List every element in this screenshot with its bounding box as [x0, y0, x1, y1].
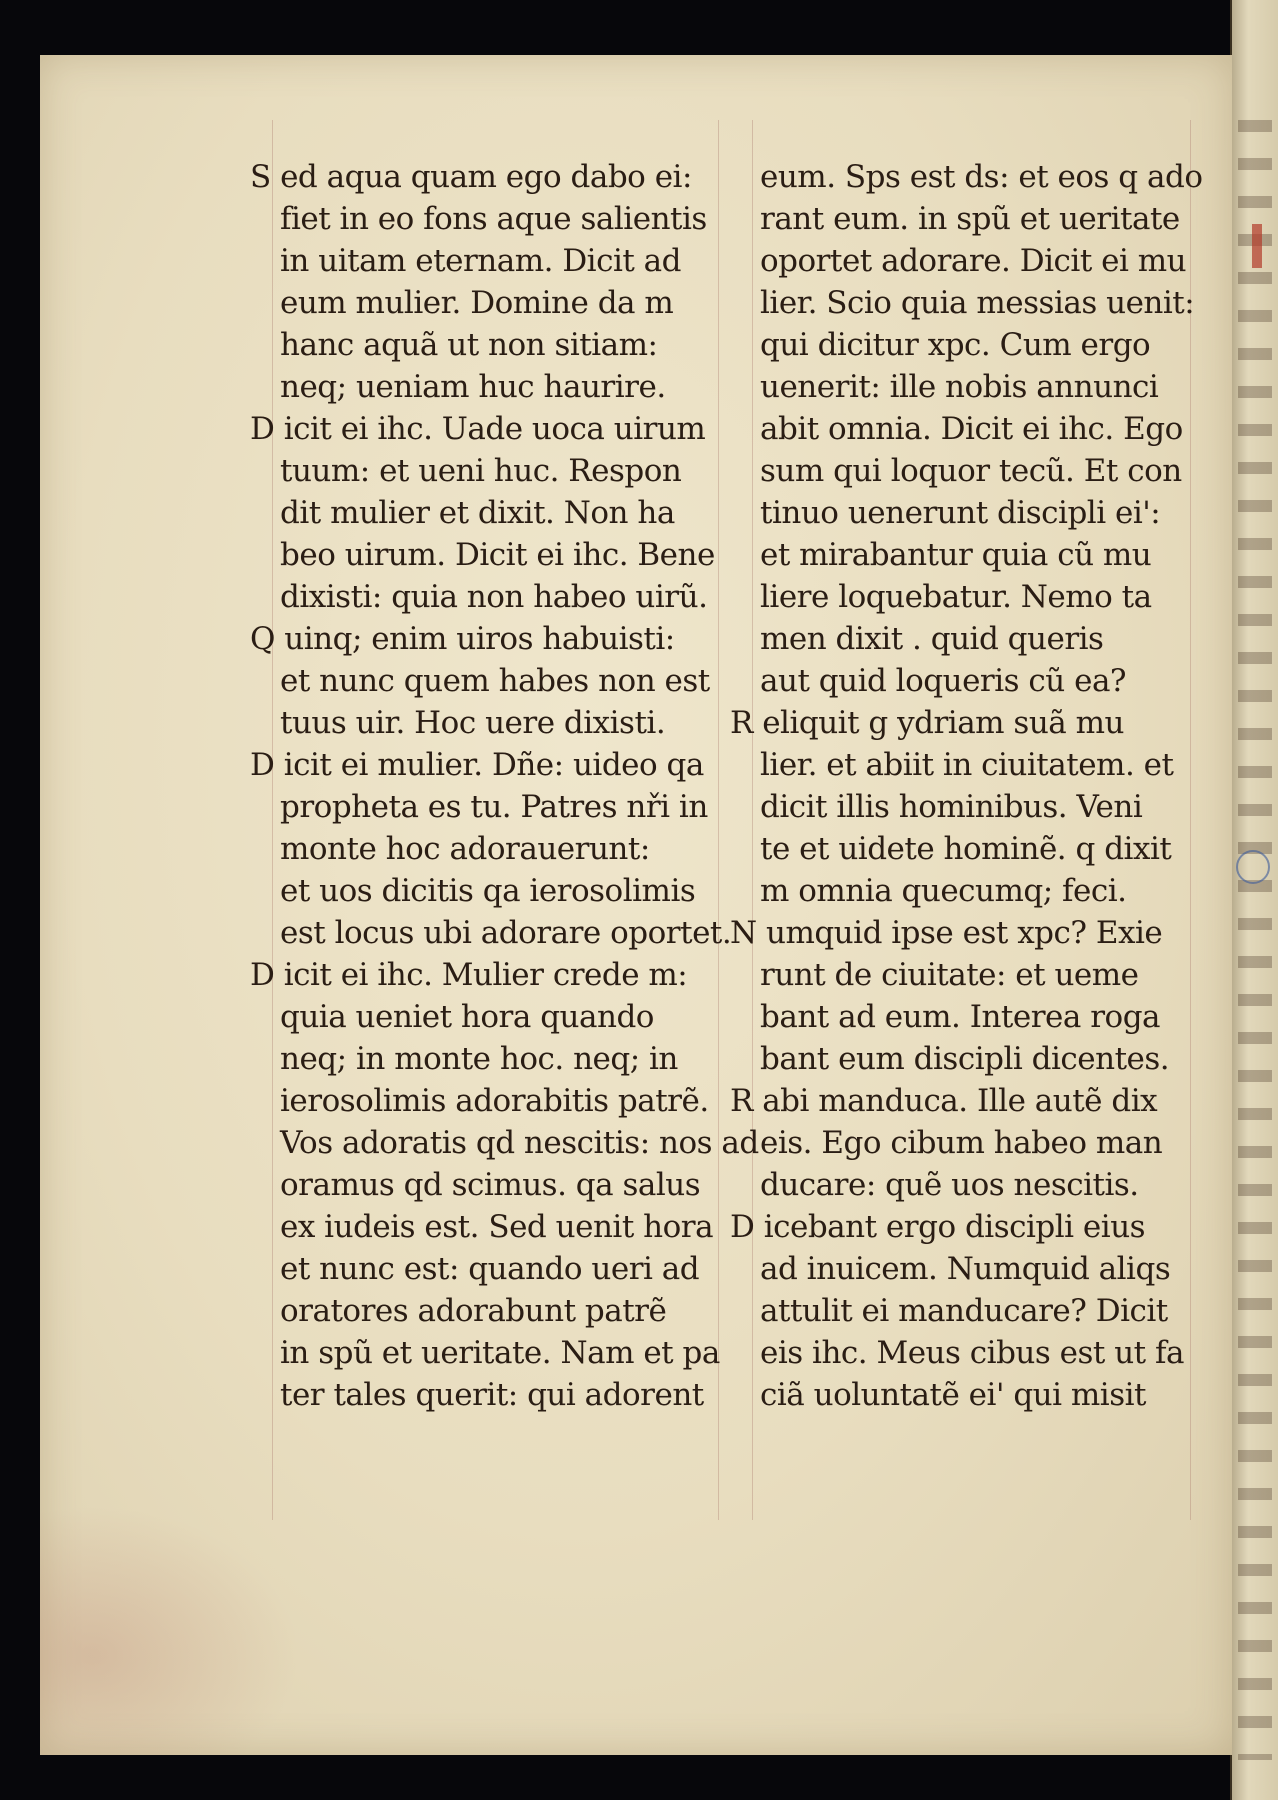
text-line: attulit ei manducare? Dicit	[760, 1293, 1168, 1329]
ruling-line	[272, 120, 273, 1520]
text-line: lier. et abiit in ciuitatem. et	[760, 747, 1174, 783]
text-line: Vos adoratis qd nescitis: nos ad	[280, 1125, 759, 1161]
text-line: men dixit . quid queris	[760, 621, 1104, 657]
text-line: qui dicitur xpc. Cum ergo	[760, 327, 1151, 363]
text-line: eis. Ego cibum habeo man	[760, 1125, 1163, 1161]
text-line: D icit ei ihc. Mulier crede m:	[250, 957, 688, 993]
text-line: lier. Scio quia messias uenit:	[760, 285, 1195, 321]
text-line: R eliquit g ydriam suã mu	[730, 705, 1124, 741]
text-line: ad inuicem. Numquid aliqs	[760, 1251, 1171, 1287]
text-line: abit omnia. Dicit ei ihc. Ego	[760, 411, 1183, 447]
text-line: in uitam eternam. Dicit ad	[280, 243, 682, 279]
text-line: S ed aqua quam ego dabo ei:	[250, 159, 692, 195]
text-line: tuum: et ueni huc. Respon	[280, 453, 682, 489]
text-line: et mirabantur quia cũ mu	[760, 537, 1152, 573]
facing-page-text-fragment	[1238, 120, 1272, 1760]
text-line: dicit illis hominibus. Veni	[760, 789, 1143, 825]
text-line: liere loquebatur. Nemo ta	[760, 579, 1152, 615]
text-line: fiet in eo fons aque salientis	[280, 201, 707, 237]
text-line: neq; in monte hoc. neq; in	[280, 1041, 678, 1077]
text-line: runt de ciuitate: et ueme	[760, 957, 1139, 993]
text-line: et uos dicitis qa ierosolimis	[280, 873, 696, 909]
text-line: tuus uir. Hoc uere dixisti.	[280, 705, 666, 741]
text-line: oratores adorabunt patrẽ	[280, 1293, 667, 1329]
text-line: propheta es tu. Patres nři in	[280, 789, 708, 825]
text-line: ex iudeis est. Sed uenit hora	[280, 1209, 714, 1245]
right-text-column	[730, 156, 1203, 1416]
text-line: eis ihc. Meus cibus est ut fa	[760, 1335, 1184, 1371]
text-line: aut quid loqueris cũ ea?	[760, 663, 1127, 699]
text-line: bant ad eum. Interea roga	[760, 999, 1161, 1035]
text-line: ciã uoluntatẽ ei' qui misit	[760, 1377, 1146, 1413]
text-line: et nunc est: quando ueri ad	[280, 1251, 700, 1287]
text-line: m omnia quecumq; feci.	[760, 873, 1127, 909]
text-line: ter tales querit: qui adorent	[280, 1377, 704, 1413]
left-text-column	[250, 156, 759, 1416]
facing-page-red-initial	[1252, 224, 1262, 268]
text-line: in spũ et ueritate. Nam et pa	[280, 1335, 720, 1371]
text-line: Q uinq; enim uiros habuisti:	[250, 621, 675, 657]
text-line: uenerit: ille nobis annunci	[760, 369, 1159, 405]
text-line: bant eum discipli dicentes.	[760, 1041, 1170, 1077]
text-line: D icit ei ihc. Uade uoca uirum	[250, 411, 706, 447]
facing-page-blue-mark	[1236, 850, 1270, 884]
text-line: ducare: quẽ uos nescitis.	[760, 1167, 1139, 1203]
text-line: te et uidete hominẽ. q dixit	[760, 831, 1172, 867]
text-line: et nunc quem habes non est	[280, 663, 710, 699]
text-line: oramus qd scimus. qa salus	[280, 1167, 701, 1203]
text-line: dit mulier et dixit. Non ha	[280, 495, 675, 531]
text-line: hanc aquã ut non sitiam:	[280, 327, 658, 363]
text-line: R abi manduca. Ille autẽ dix	[730, 1083, 1158, 1119]
text-line: rant eum. in spũ et ueritate	[760, 201, 1180, 237]
text-line: ierosolimis adorabitis patrẽ.	[280, 1083, 709, 1119]
text-line: oportet adorare. Dicit ei mu	[760, 243, 1187, 279]
text-line: sum qui loquor tecũ. Et con	[760, 453, 1182, 489]
text-line: eum. Sps est ds: et eos q ado	[760, 159, 1203, 195]
text-line: dixisti: quia non habeo uirũ.	[280, 579, 708, 615]
ruling-line	[752, 120, 753, 1520]
text-line: quia ueniet hora quando	[280, 999, 654, 1035]
text-line: neq; ueniam huc haurire.	[280, 369, 666, 405]
text-line: N umquid ipse est xpc? Exie	[730, 915, 1163, 951]
text-line: beo uirum. Dicit ei ihc. Bene	[280, 537, 715, 573]
page-stain	[40, 1505, 300, 1755]
text-line: D icit ei mulier. Dñe: uideo qa	[250, 747, 704, 783]
text-line: eum mulier. Domine da m	[280, 285, 674, 321]
facing-page-edge	[1230, 0, 1278, 1800]
text-line: tinuo uenerunt discipli ei':	[760, 495, 1161, 531]
text-line: monte hoc adorauerunt:	[280, 831, 650, 867]
text-line: est locus ubi adorare oportet.	[280, 915, 732, 951]
text-line: D icebant ergo discipli eius	[730, 1209, 1146, 1245]
